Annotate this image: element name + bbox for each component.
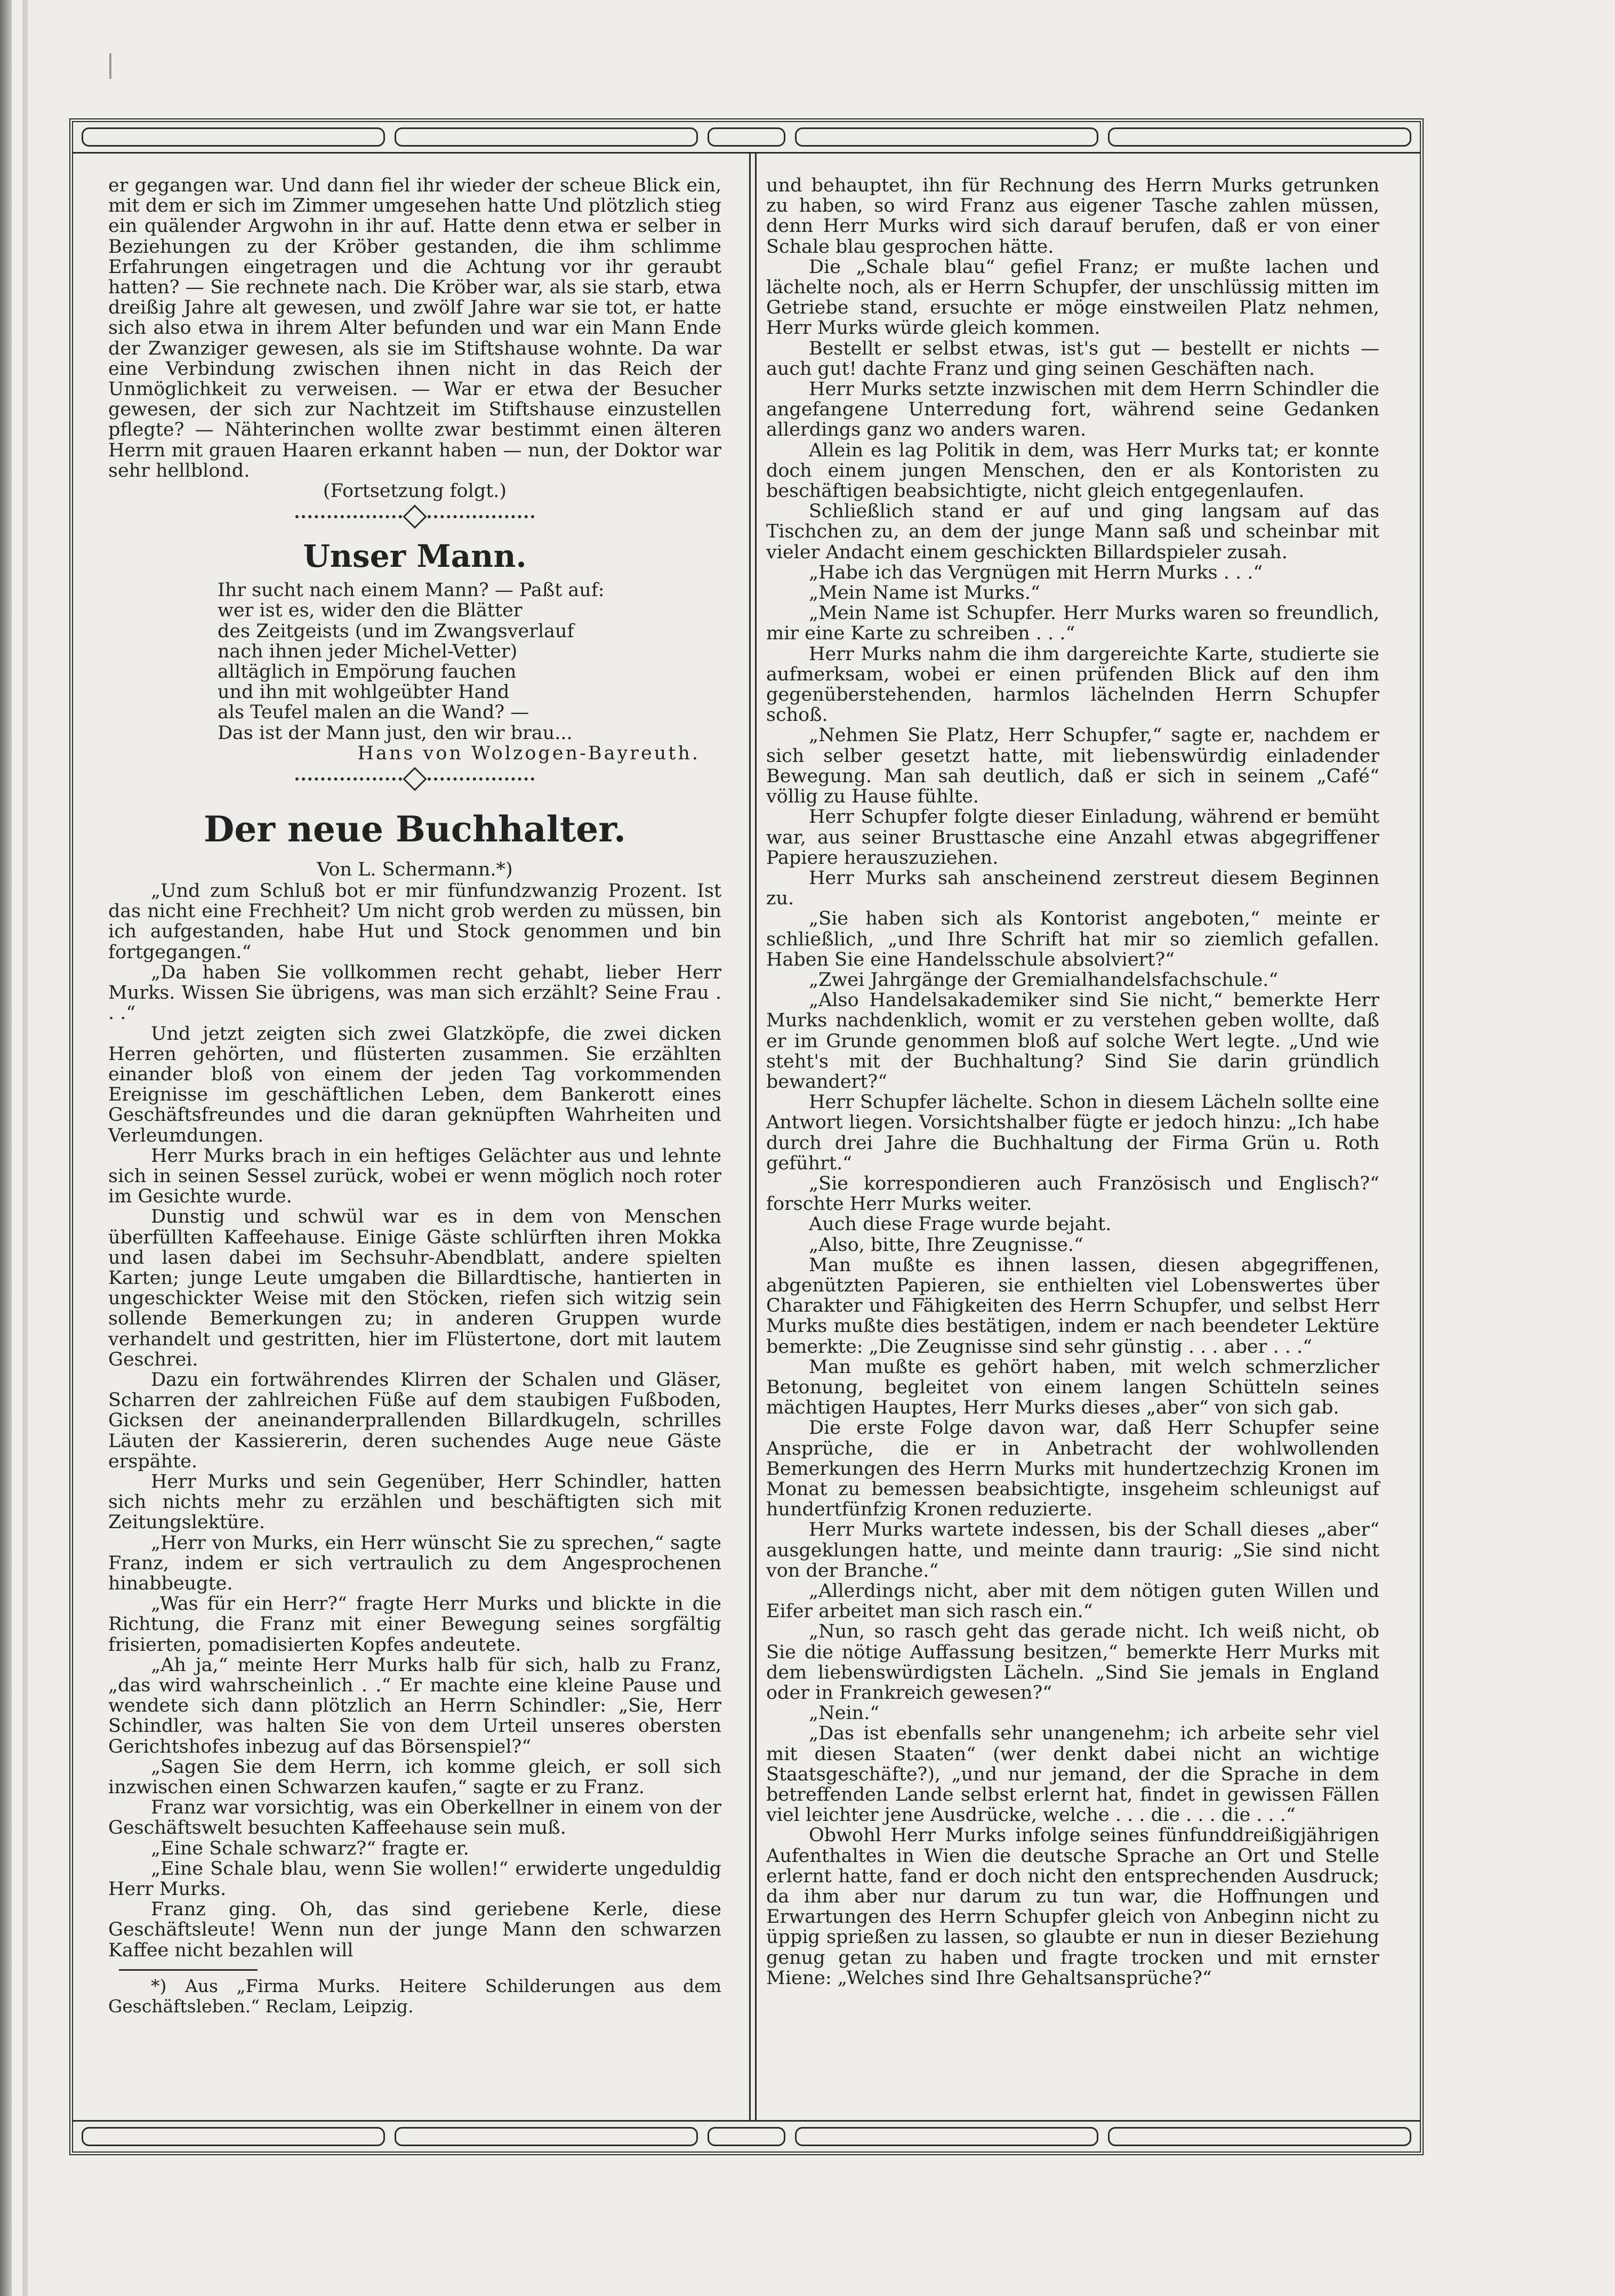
story-paragraph: Die erste Folge davon war, daß Herr Schupfer seine Ansprüche, die er in Anbetracht der wohlwollenden Bemerkungen des Herrn Murks mit hundertzechzig Kronen im Monat zu bemessen beabsichtigte, insgeheim schleunigst auf hundertfünfzig Kronen reduzierte. <box>766 1417 1379 1521</box>
page-binding-edge <box>0 0 12 2296</box>
story-paragraph: „Also, bitte, Ihre Zeugnisse.“ <box>809 1234 1083 1256</box>
serial-continuation-paragraph: er gegangen war. Und dann fiel ihr wieder der scheue Blick ein, mit dem er sich im Zimmer umgesehen hatte Und plötzlich stieg ein quälender Argwohn in ihr auf. Hatte denn etwa er selber in Beziehungen zu der Kröber gestanden, die ihm schlimme Erfahrungen eingetragen und die Achtung vor ihr geraubt hatten? — Sie rechnete nach. Die Kröber war, als sie starb, etwa dreißig Jahre alt gewesen, und zwölf Jahre war sie tot, er hatte sich also etwa in ihrem Alter befunden und war ein Mann Ende der Zwanziger gewesen, als sie im Stiftshause wohnte. Da war eine Verbindung zwischen ihnen nicht in das Reich der Unmöglichkeit zu verweisen. — War er etwa der Besucher gewesen, der sich zur Nachtzeit im Stiftshause einzustellen pflegte? — Nähterinchen wollte zwar bestimmt einen älteren Herrn mit grauen Haaren erkannt haben — nun, der Doktor war sehr hellblond. <box>108 175 721 481</box>
story-paragraph: „Sie haben sich als Kontorist angeboten,“ meinte er schließlich, „und Ihre Schrift hat mir so ziemlich gefallen. Haben Sie eine Handelsschule absolviert?“ <box>766 908 1379 970</box>
story-paragraph: Herr Schupfer folgte dieser Einladung, während er bemüht war, aus seiner Brusttasche eine Anzahl etwas abgegriffener Papiere herauszuziehen. <box>766 806 1379 869</box>
story-paragraph: Herr Murks sah anscheinend zerstreut diesem Beginnen zu. <box>766 867 1379 910</box>
story-paragraph: „Das ist ebenfalls sehr unangenehm; ich arbeite sehr viel mit diesen Staaten“ (wer denkt dabei nicht an wichtige Staatsgeschäfte?), „und nur jemand, der die Sprache in dem betreffenden Lande selbst erlernt hat, findet in gewissen Fällen viel leichter jene Ausdrücke, welche . . . die . . . die . . .“ <box>766 1723 1379 1826</box>
story-paragraph: Man mußte es ihnen lassen, diesen abgegriffenen, abgenützten Papieren, sie enthielten viel Lobenswertes über Charakter und Fähigkeiten des Herrn Schupfer, und selbst Herr Murks mußte dies bestätigen, indem er nach beendeter Lektüre bemerkte: „Die Zeugnisse sind sehr günstig . . . aber . . .“ <box>766 1254 1379 1358</box>
poem-line: Das ist der Mann just, den wir brau... <box>218 722 573 744</box>
frame-cartouche <box>795 127 1098 147</box>
story-paragraph: Herr Schupfer lächelte. Schon in diesem Lächeln sollte eine Antwort liegen. Vorsichtshalber fügte er jedoch hinzu: „Ich habe durch drei Jahre die Buchhaltung der Firma Grün u. Roth geführt.“ <box>766 1091 1379 1174</box>
right-column <box>766 175 1379 1988</box>
story-paragraph: Die „Schale blau“ gefiel Franz; er mußte lachen und lächelte noch, als er Herrn Schupfer, der unschlüssig mitten im Getriebe stand, ersuchte er möge einstweilen Platz nehmen, Herr Murks würde gleich kommen. <box>766 256 1379 339</box>
story-paragraph: „Was für ein Herr?“ fragte Herr Murks und blickte in die Richtung, die Franz mit einer Bewegung seines sorgfältig frisierten, pomadisierten Kopfes andeutete. <box>108 1593 721 1656</box>
story-paragraph: „Also Handelsakademiker sind Sie nicht,“ bemerkte Herr Murks nachdenklich, womit er zu verstehen geben wollte, daß er im Grunde genommen bloß auf solche Wert legte. „Und wie steht's mit der Buchhaltung? Sind Sie darin gründlich bewandert?“ <box>766 990 1379 1093</box>
story-paragraph: Herr Murks nahm die ihm dargereichte Karte, studierte sie aufmerksam, wobei er einen prüfenden Blick auf den ihm gegenüberstehenden, harmlos lächelnden Herrn Schupfer schoß. <box>766 643 1379 726</box>
story-paragraph: Schließlich stand er auf und ging langsam auf das Tischchen zu, an dem der junge Mann saß und scheinbar mit vieler Andacht einem geschickten Billardspieler zusah. <box>766 501 1379 563</box>
column-divider <box>749 152 757 2122</box>
section-ornament <box>108 764 721 794</box>
frame-cartouche <box>395 2127 698 2146</box>
story-title: Der neue Buchhalter. <box>204 808 626 850</box>
story-paragraph: „Habe ich das Vergnügen mit Herrn Murks . . .“ <box>809 561 1263 583</box>
footnote-rule <box>119 1969 258 1971</box>
frame-cartouche-center <box>708 127 785 147</box>
story-paragraph: Bestellt er selbst etwas, ist's gut — bestellt er nichts — auch gut! dachte Franz und ging seinen Geschäften nach. <box>766 338 1379 380</box>
story-paragraph: Franz war vorsichtig, was ein Oberkellner in einem von der Geschäftswelt besuchten Kaffeehause sein muß. <box>108 1797 721 1839</box>
story-paragraph: Und jetzt zeigten sich zwei Glatzköpfe, die zwei dicken Herren gehörten, und flüsterten zusammen. Sie erzählten einander bloß von einem der jeden Tag vorkommenden Ereignisse im geschäftlichen Leben, dem Bankerott eines Geschäftsfreundes und die daran geknüpften Wahrheiten und Verleumdungen. <box>108 1023 721 1146</box>
frame-cartouche <box>395 127 698 147</box>
story-paragraph: Auch diese Frage wurde bejaht. <box>809 1214 1112 1235</box>
poem-line: wer ist es, wider den die Blätter <box>218 600 523 622</box>
story-paragraph: Herr Murks wartete indessen, bis der Schall dieses „aber“ ausgeklungen hatte, und meinte dann traurig: „Sie sind nicht von der Branche.“ <box>766 1519 1379 1581</box>
poem-line: als Teufel malen an die Wand? — <box>218 702 529 724</box>
story-paragraph: Allein es lag Politik in dem, was Herr Murks tat; er konnte doch einem jungen Menschen, den er als Kontoristen zu beschäftigen beabsichtigte, nicht gleich entgegenlaufen. <box>766 439 1379 502</box>
poem <box>218 580 721 764</box>
story-paragraph: „Allerdings nicht, aber mit dem nötigen guten Willen und Eifer arbeitet man sich rasch ein.“ <box>766 1580 1379 1623</box>
story-paragraph: „Nein.“ <box>809 1703 880 1724</box>
poem-line: Ihr sucht nach einem Mann? — Paßt auf: <box>218 580 605 601</box>
page-binding-shadow <box>22 0 28 2296</box>
story-paragraph: Obwohl Herr Murks infolge seines fünfunddreißigjährigen Aufenthaltes in Wien die deutsche Sprache an Ort und Stelle erlernt hatte, fand er doch nicht den entsprechenden Ausdruck; da ihm aber nur darum zu tun war, die Hoffnungen und Erwartungen des Herrn Schupfer gleich von Anbeginn nicht zu üppig sprießen zu lassen, so glaubte er nun in dieser Beziehung genug getan zu haben und fragte trocken und mit ernster Miene: „Welches sind Ihre Gehaltsansprüche?“ <box>766 1825 1379 1989</box>
story-paragraph: Dazu ein fortwährendes Klirren der Schalen und Gläser, Scharren der zahlreichen Füße auf dem staubigen Fußboden, Gicksen der aneinanderprallenden Billardkugeln, schrilles Läuten der Kassiererin, deren suchendes Auge neue Gäste erspähte. <box>108 1369 721 1472</box>
section-ornament <box>108 501 721 532</box>
story-paragraph: „Sie korrespondieren auch Französisch und Englisch?“ forschte Herr Murks weiter. <box>766 1173 1379 1215</box>
frame-cartouche <box>82 127 385 147</box>
story-paragraph: und behauptet, ihn für Rechnung des Herrn Murks getrunken zu haben, so wird Franz aus eigener Tasche zahlen müssen, denn Herr Murks wird sich darauf berufen, daß er von einer Schale blau gesprochen hätte. <box>766 175 1379 258</box>
story-paragraph: „Und zum Schluß bot er mir fünfundzwanzig Prozent. Ist das nicht eine Frechheit? Um nicht grob werden zu müssen, bin ich aufgestanden, habe Hut und Stock genommen und bin fortgegangen.“ <box>108 880 721 963</box>
story-paragraph: Man mußte es gehört haben, mit welch schmerzlicher Betonung, begleitet von einem langen Schütteln seines mächtigen Hauptes, Herr Murks dieses „aber“ von sich gab. <box>766 1356 1379 1419</box>
story-paragraph: Franz ging. Oh, das sind geriebene Kerle, diese Geschäftsleute! Wenn nun der junge Mann den schwarzen Kaffee nicht bezahlen will <box>108 1899 721 1961</box>
frame-cartouche-center <box>708 2127 785 2146</box>
frame-cartouche <box>1108 127 1411 147</box>
ornamental-frame <box>69 118 1424 2155</box>
story-paragraph: „Da haben Sie vollkommen recht gehabt, lieber Herr Murks. Wissen Sie übrigens, was man sich erzählt? Seine Frau . . .“ <box>108 961 721 1024</box>
frame-cartouche <box>1108 2127 1411 2146</box>
story-paragraph: „Nehmen Sie Platz, Herr Schupfer,“ sagte er, nachdem er sich selber gesetzt hatte, mit liebenswürdig einladender Bewegung. Man sah deutlich, daß er sich in seinem „Café“ völlig zu Hause fühlte. <box>766 725 1379 808</box>
margin-mark <box>109 53 111 79</box>
frame-cartouche <box>82 2127 385 2146</box>
story-paragraph: „Eine Schale blau, wenn Sie wollen!“ erwiderte ungeduldig Herr Murks. <box>108 1858 721 1900</box>
continued-note: (Fortsetzung folgt.) <box>323 480 507 502</box>
story-paragraph: „Zwei Jahrgänge der Gremialhandelsfachschule.“ <box>809 969 1279 991</box>
frame-bottom-band <box>73 2120 1420 2152</box>
story-paragraph: Herr Murks und sein Gegenüber, Herr Schindler, hatten sich nichts mehr zu erzählen und beschäftigten sich mit Zeitungslektüre. <box>108 1471 721 1534</box>
story-paragraph: „Nun, so rasch geht das gerade nicht. Ich weiß nicht, ob Sie die nötige Auffassung besitzen,“ bemerkte Herr Murks mit dem liebenswürdigsten Lächeln. „Sind Sie jemals in England oder in Frankreich gewesen?“ <box>766 1621 1379 1704</box>
poem-title: Unser Mann. <box>303 538 527 575</box>
story-paragraph: „Mein Name ist Murks.“ <box>809 582 1040 604</box>
story-paragraph: „Herr von Murks, ein Herr wünscht Sie zu sprechen,“ sagte Franz, indem er sich vertraulich zu dem Angesprochenen hinabbeugte. <box>108 1532 721 1594</box>
story-paragraph: „Ah ja,“ meinte Herr Murks halb für sich, halb zu Franz, „das wird wahrscheinlich . .“ Er machte eine kleine Pause und wendete sich dann plötzlich an Herrn Schindler: „Sie, Herr Schindler, was halten Sie von dem Urteil unseres obersten Gerichtshofes inbezug auf das Börsenspiel?“ <box>108 1654 721 1757</box>
story-paragraph: Herr Murks setzte inzwischen mit dem Herrn Schindler die angefangene Unterredung fort, während seine Gedanken allerdings ganz wo anders waren. <box>766 379 1379 441</box>
left-column <box>108 175 721 2017</box>
poem-line: alltäglich in Empörung fauchen <box>218 661 517 683</box>
story-paragraph: „Mein Name ist Schupfer. Herr Murks waren so freundlich, mir eine Karte zu schreiben . . .“ <box>766 603 1379 645</box>
poem-author: Hans von Wolzogen-Bayreuth. <box>357 742 700 764</box>
poem-line: des Zeitgeists (und im Zwangsverlauf <box>218 620 574 642</box>
footnote: *) Aus „Firma Murks. Heitere Schilderungen aus dem Geschäftsleben.“ Reclam, Leipzig. <box>108 1975 721 2017</box>
frame-cartouche <box>795 2127 1098 2146</box>
story-byline: Von L. Schermann.*) <box>317 859 513 881</box>
story-paragraph: „Eine Schale schwarz?“ fragte er. <box>151 1837 469 1859</box>
story-paragraph: „Sagen Sie dem Herrn, ich komme gleich, er soll sich inzwischen einen Schwarzen kaufen,“ sagte er zu Franz. <box>108 1756 721 1799</box>
poem-line: und ihn mit wohlgeübter Hand <box>218 681 510 703</box>
frame-top-band <box>73 122 1420 154</box>
poem-line: nach ihnen jeder Michel-Vetter) <box>218 640 518 662</box>
story-paragraph: Dunstig und schwül war es in dem von Menschen überfüllten Kaffeehause. Einige Gäste schlürften ihren Mokka und lasen dabei im Sechsuhr-Abendblatt, andere spielten Karten; junge Leute umgaben die Billardtische, hantierten in ungeschickter Weise mit den Stöcken, riefen sich witzig sein sollende Bemerkungen zu; in anderen Gruppen wurde verhandelt und gestritten, hier im Flüstertone, dort mit lautem Geschrei. <box>108 1206 721 1370</box>
story-paragraph: Herr Murks brach in ein heftiges Gelächter aus und lehnte sich in seinen Sessel zurück, wobei er wenn möglich noch roter im Gesichte wurde. <box>108 1145 721 1208</box>
